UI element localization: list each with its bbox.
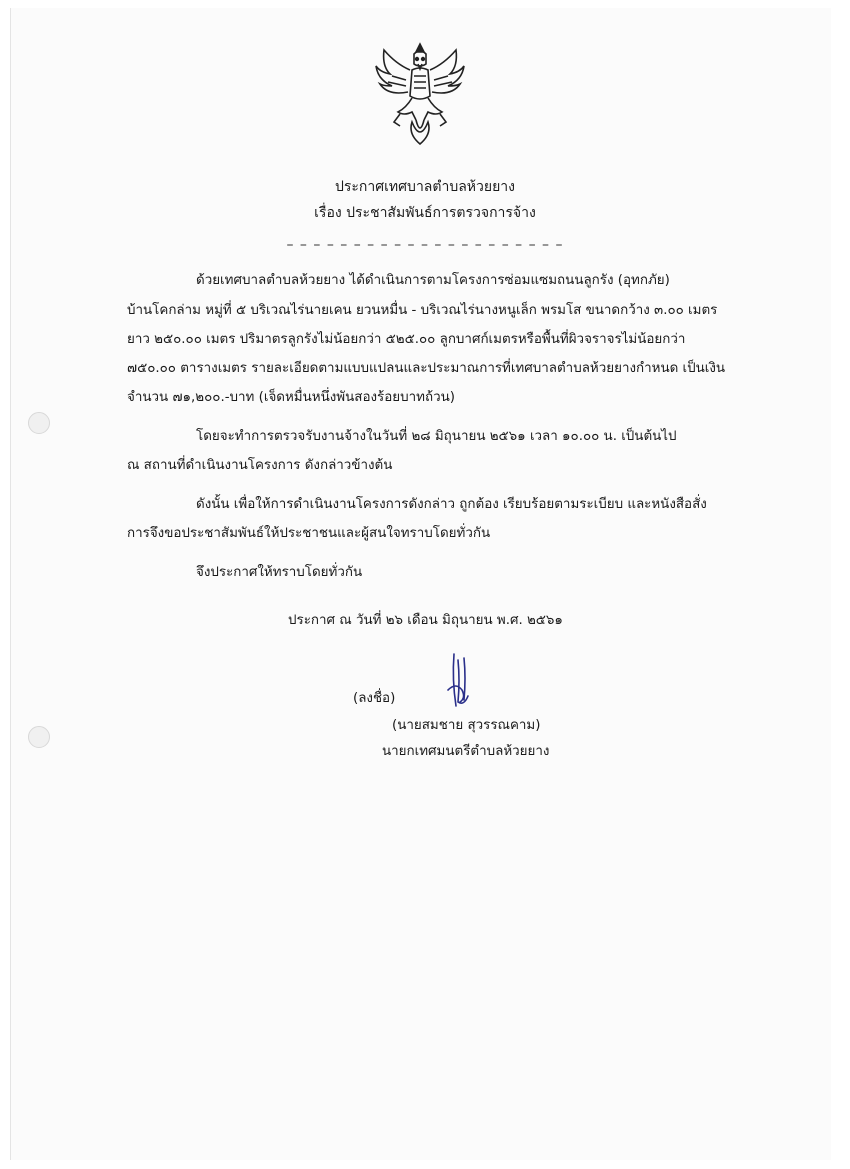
paragraph-line: ณ สถานที่ดำเนินงานโครงการ ดังกล่าวข้างต้น	[127, 458, 393, 473]
paragraph-line: โดยจะทำการตรวจรับงานจ้างในวันที่ ๒๘ มิถุนายน ๒๕๖๑ เวลา ๑๐.๐๐ น. เป็นต้นไป	[196, 429, 677, 444]
garuda-emblem-icon	[370, 40, 470, 146]
signed-label: (ลงชื่อ)	[353, 691, 396, 706]
handwritten-signature	[440, 650, 480, 710]
paragraph-line: ๗๕๐.๐๐ ตารางเมตร รายละเอียดตามแบบแปลนและประมาณการที่เทศบาลตำบลห้วยยางกำหนด เป็นเงิน	[127, 361, 726, 376]
date-line: ประกาศ ณ วันที่ ๒๖ เดือน มิถุนายน พ.ศ. ๒๕๖๑	[288, 613, 563, 628]
document-subject: เรื่อง ประชาสัมพันธ์การตรวจการจ้าง	[314, 205, 536, 221]
paragraph-line: ด้วยเทศบาลตำบลห้วยยาง ได้ดำเนินการตามโครงการซ่อมแซมถนนลูกรัง (อุทกภัย)	[196, 273, 670, 288]
paragraph-line: ยาว ๒๕๐.๐๐ เมตร ปริมาตรลูกรังไม่น้อยกว่า ๕๒๕.๐๐ ลูกบาศก์เมตรหรือพื้นที่ผิวจราจรไม่น้อยกว่า	[127, 332, 686, 347]
punch-hole	[28, 412, 50, 434]
document-title: ประกาศเทศบาลตำบลห้วยยาง	[335, 179, 515, 195]
title-divider: – – – – – – – – – – – – – – – – – – – – –	[286, 237, 564, 253]
paragraph-line: บ้านโคกล่าม หมู่ที่ ๕ บริเวณไร่นายเคน ยวนหมื่น - บริเวณไร่นางหนูเล็ก พรมโส ขนาดกว้าง ๓.๐๐ เมตร	[127, 303, 718, 318]
paragraph-line: การจึงขอประชาสัมพันธ์ให้ประชาชนและผู้สนใจทราบโดยทั่วกัน	[127, 526, 491, 541]
paragraph-line: จำนวน ๗๑,๒๐๐.-บาท (เจ็ดหมื่นหนึ่งพันสองร้อยบาทถ้วน)	[127, 390, 455, 405]
announcement-line: จึงประกาศให้ทราบโดยทั่วกัน	[196, 565, 363, 580]
punch-hole	[28, 726, 50, 748]
paragraph-line: ดังนั้น เพื่อให้การดำเนินงานโครงการดังกล่าว ถูกต้อง เรียบร้อยตามระเบียบ และหนังสือสั่ง	[196, 497, 707, 512]
signatory-name: (นายสมชาย สุวรรณคาม)	[392, 718, 541, 733]
signatory-position: นายกเทศมนตรีตำบลห้วยยาง	[382, 744, 550, 759]
